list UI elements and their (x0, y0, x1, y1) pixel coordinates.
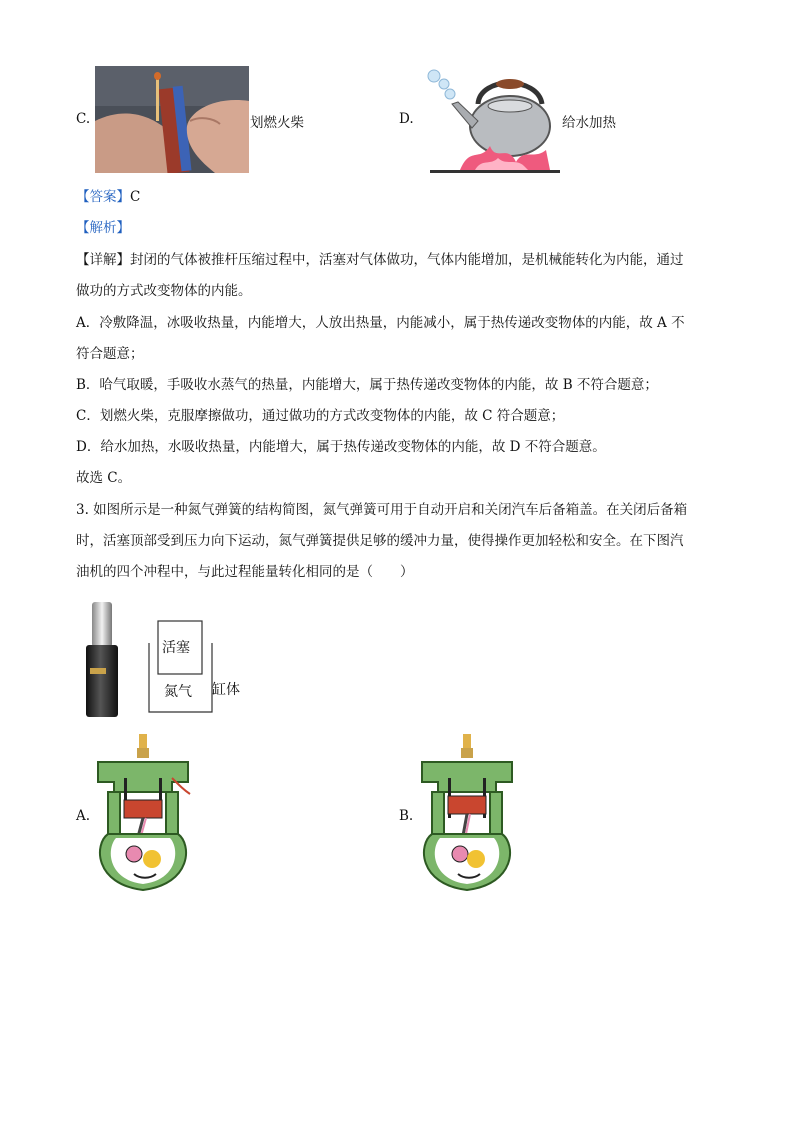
explanation-c: C．划燃火柴，克服摩擦做功，通过做功的方式改变物体的内能，故 C 符合题意； (76, 408, 565, 424)
answer-label: 【答案】 (76, 189, 130, 205)
question-3-line-1: 3. 如图所示是一种氮气弹簧的结构简图，氮气弹簧可用于自动开启和关闭汽车后备箱盖。在关闭后备箱 (76, 502, 688, 518)
option-d-letter: D. (399, 111, 414, 127)
cylinder-label: 缸体 (212, 682, 240, 698)
engine-stroke-b-diagram (418, 734, 516, 894)
engine-stroke-a-diagram (94, 734, 192, 894)
option-a-letter: A. (76, 808, 91, 824)
piston-label: 活塞 (162, 640, 190, 656)
option-d-caption: 给水加热 (562, 115, 616, 131)
analysis-label: 【解析】 (76, 220, 130, 236)
detail-text-2: 做功的方式改变物体的内能。 (76, 283, 252, 299)
nitrogen-spring-diagram (148, 620, 248, 715)
explanation-a-line-1: A．冷敷降温，冰吸收热量，内能增大，人放出热量，内能减小，属于热传递改变物体的内能，故 A 不 (76, 315, 685, 331)
conclusion: 故选 C。 (76, 470, 132, 486)
question-3-line-3: 油机的四个冲程中，与此过程能量转化相同的是（ ） (76, 564, 414, 580)
question-3-line-2: 时，活塞顶部受到压力向下运动，氮气弹簧提供足够的缓冲力量，使得操作更加轻松和安全。在下图汽 (76, 533, 684, 549)
explanation-b: B．哈气取暖，手吸收水蒸气的热量，内能增大，属于热传递改变物体的内能，故 B 不符合题意； (76, 377, 658, 393)
gas-spring-photo (78, 600, 128, 722)
answer-value: C (130, 189, 141, 205)
answer-line (76, 187, 140, 207)
detail-line-1 (76, 250, 684, 270)
explanation-a-line-2: 符合题意； (76, 346, 144, 362)
detail-text-1: 封闭的气体被推杆压缩过程中，活塞对气体做功，气体内能增加，是机械能转化为内能，通过 (130, 252, 684, 268)
option-c-caption: 划燃火柴 (250, 115, 304, 131)
detail-label: 【详解】 (76, 252, 130, 268)
gas-label: 氮气 (164, 684, 192, 700)
match-striking-photo (95, 66, 249, 173)
option-c-letter: C. (76, 111, 91, 127)
option-b-letter: B. (399, 808, 414, 824)
kettle-heating-picture (420, 66, 562, 173)
explanation-d: D．给水加热，水吸收热量，内能增大，属于热传递改变物体的内能，故 D 不符合题意。 (76, 439, 606, 455)
